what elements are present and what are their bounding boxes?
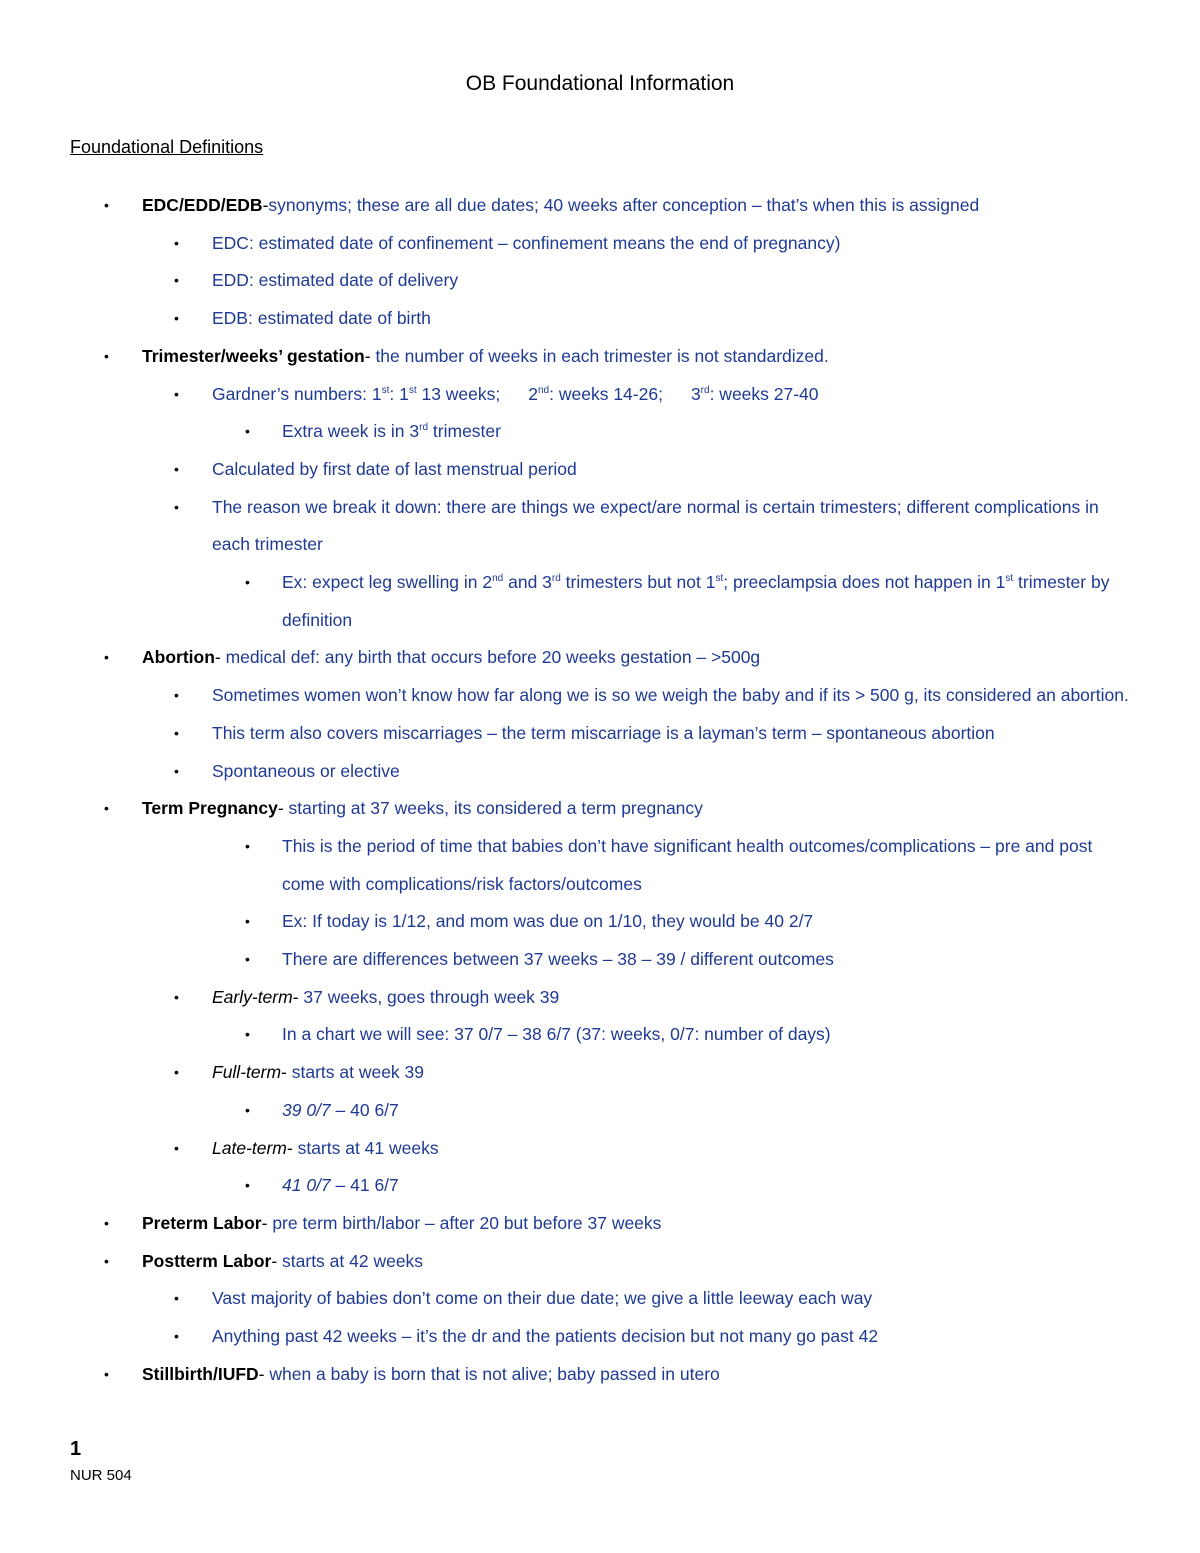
- list-item: [0, 979, 1200, 1017]
- term-label: Trimester/weeks’ gestation: [142, 345, 365, 366]
- list-item: [0, 1054, 1200, 1092]
- bullet-icon: •: [174, 498, 179, 515]
- bullet-icon: •: [174, 687, 179, 704]
- bullet-icon: •: [174, 1139, 179, 1156]
- bullet-icon: •: [245, 1177, 250, 1194]
- superscript: rd: [700, 384, 710, 396]
- definition-text: 37 weeks, goes through week 39: [298, 986, 560, 1007]
- definition-text: starts at 41 weeks: [292, 1137, 439, 1158]
- list-item: [0, 187, 1200, 225]
- list-item: [0, 828, 1200, 903]
- term-separator: -: [364, 345, 371, 366]
- list-item: [0, 1130, 1200, 1168]
- list-item: [0, 262, 1200, 300]
- note-text-part: and 3: [503, 572, 552, 593]
- note-text: The reason we break it down: there are things we expect/are normal is certain trimesters; different complications in each trimester: [212, 496, 1099, 555]
- bullet-icon: •: [245, 951, 250, 968]
- note-text-part: Extra week is in 3: [282, 421, 420, 442]
- superscript: st: [1005, 573, 1014, 585]
- bullet-icon: •: [174, 724, 179, 741]
- list-item: [0, 677, 1200, 715]
- bullet-icon: •: [174, 385, 179, 402]
- bullet-icon: •: [104, 347, 109, 364]
- list-item: [0, 1092, 1200, 1130]
- note-text: Ex: If today is 1/12, and mom was due on 1/10, they would be 40 2/7: [282, 911, 814, 932]
- note-text-part: 3: [690, 383, 701, 404]
- term-separator: -: [277, 798, 284, 819]
- course-label: NUR 504: [70, 1467, 132, 1484]
- note-text: Spontaneous or elective: [212, 760, 400, 781]
- note-text: This is the period of time that babies don’t have significant health outcomes/complications – pre and post come with complications/risk factors/outcomes: [282, 835, 1093, 894]
- document-title: OB Foundational Information: [465, 72, 735, 95]
- bullet-icon: •: [174, 988, 179, 1005]
- list-item: [0, 413, 1200, 451]
- note-text-part: 13 weeks;: [416, 383, 501, 404]
- superscript: st: [715, 573, 724, 585]
- term-separator: -: [286, 1137, 293, 1158]
- definition-text: the number of weeks in each trimester is not standardized.: [370, 345, 829, 366]
- note-text: – 41 6/7: [330, 1175, 399, 1196]
- term-label: Preterm Labor: [142, 1212, 262, 1233]
- term-label: EDC/EDD/EDB: [142, 195, 263, 215]
- bullet-icon: •: [104, 649, 109, 666]
- note-text-part: trimester: [428, 421, 501, 442]
- note-text: EDC: estimated date of confinement – confinement means the end of pregnancy): [212, 232, 841, 253]
- term-label: Stillbirth/IUFD: [142, 1363, 259, 1384]
- list-item: [0, 790, 1200, 828]
- definition-text: when a baby is born that is not alive; baby passed in utero: [264, 1363, 720, 1384]
- note-text: Anything past 42 weeks – it’s the dr and the patients decision but not many go past 42: [212, 1326, 879, 1347]
- bullet-icon: •: [174, 460, 179, 477]
- list-item: [0, 1318, 1200, 1356]
- section-heading: Foundational Definitions: [70, 137, 264, 157]
- superscript: rd: [419, 422, 429, 434]
- list-item: [0, 715, 1200, 753]
- bullet-icon: •: [245, 837, 250, 854]
- note-text: EDB: estimated date of birth: [212, 308, 431, 329]
- list-item: [0, 1016, 1200, 1054]
- note-text: EDD: estimated date of delivery: [212, 270, 459, 291]
- list-item: [0, 338, 1200, 376]
- note-text: Vast majority of babies don’t come on their due date; we give a little leeway each way: [212, 1288, 873, 1309]
- note-text: Sometimes women won’t know how far along we is so we weigh the baby and if its > 500 g, its considered an abortion.: [212, 685, 1129, 706]
- list-item: [0, 489, 1200, 564]
- list-item: [0, 564, 1200, 639]
- note-text: Calculated by first date of last menstrual period: [212, 458, 577, 479]
- list-item: [0, 376, 1200, 414]
- bullet-icon: •: [245, 913, 250, 930]
- superscript: st: [381, 384, 390, 396]
- bullet-icon: •: [174, 1328, 179, 1345]
- note-text-part: : weeks 14-26;: [549, 383, 663, 404]
- subterm-label: Full-term: [212, 1062, 282, 1083]
- term-separator: -: [271, 1250, 278, 1271]
- term-separator: -: [292, 986, 299, 1007]
- bullet-icon: •: [174, 272, 179, 289]
- bullet-icon: •: [245, 574, 250, 591]
- list-item: [0, 1205, 1200, 1243]
- term-separator: -: [258, 1363, 265, 1384]
- note-text-part: : weeks 27-40: [709, 383, 819, 404]
- superscript: rd: [551, 573, 561, 585]
- list-item: [0, 941, 1200, 979]
- note-text-part: 2: [528, 383, 538, 404]
- term-separator: -: [281, 1062, 287, 1083]
- definition-text: medical def: any birth that occurs before 20 weeks gestation – >500g: [220, 647, 761, 668]
- definition-text: starts at 42 weeks: [277, 1250, 424, 1271]
- subterm-label: Late-term: [212, 1137, 287, 1158]
- note-text: This term also covers miscarriages – the term miscarriage is a layman’s term – spontaneous abortion: [212, 722, 995, 743]
- bullet-icon: •: [104, 1252, 109, 1269]
- superscript: nd: [538, 384, 550, 396]
- list-item: [0, 639, 1200, 677]
- definition-text: starting at 37 weeks, its considered a term pregnancy: [283, 798, 703, 819]
- subterm-label: Early-term: [212, 986, 293, 1007]
- note-text-part: ; preeclampsia does not happen in 1: [723, 572, 1006, 593]
- note-text-part: Gardner’s numbers: 1: [212, 383, 382, 404]
- note-text-part: trimesters but not 1: [560, 572, 716, 593]
- definitions-list: [0, 187, 1200, 1394]
- bullet-icon: •: [245, 423, 250, 440]
- definition-text: pre term birth/labor – after 20 but before 37 weeks: [267, 1212, 662, 1233]
- list-item: [0, 225, 1200, 263]
- term-separator: -: [214, 647, 221, 668]
- note-text: – 40 6/7: [330, 1099, 399, 1120]
- bullet-icon: •: [104, 1365, 109, 1382]
- definition-text: synonyms; these are all due dates; 40 weeks after conception – that’s when this is assigned: [268, 195, 980, 215]
- superscript: st: [408, 384, 417, 396]
- note-text: In a chart we will see: 37 0/7 – 38 6/7 (37: weeks, 0/7: number of days): [282, 1024, 831, 1045]
- italic-range: 41 0/7: [282, 1175, 331, 1196]
- list-item: [0, 1243, 1200, 1281]
- bullet-icon: •: [174, 1064, 179, 1081]
- bullet-icon: •: [174, 310, 179, 327]
- page-number: 1: [70, 1438, 82, 1460]
- note-text-part: Ex: expect leg swelling in 2: [282, 572, 493, 593]
- superscript: nd: [492, 573, 504, 585]
- definition-text: starts at week 39: [286, 1062, 425, 1083]
- bullet-icon: •: [174, 762, 179, 779]
- bullet-icon: •: [104, 800, 109, 817]
- bullet-icon: •: [104, 1214, 109, 1231]
- list-item: [0, 300, 1200, 338]
- list-item: [0, 1356, 1200, 1394]
- list-item: [0, 1167, 1200, 1205]
- term-label: Postterm Labor: [142, 1250, 272, 1271]
- note-text-part: : 1: [389, 383, 409, 404]
- bullet-icon: •: [104, 197, 109, 213]
- term-separator: -: [262, 195, 269, 215]
- list-item: [0, 1280, 1200, 1318]
- bullet-icon: •: [174, 1290, 179, 1307]
- term-label: Term Pregnancy: [142, 798, 278, 819]
- italic-range: 39 0/7: [282, 1099, 331, 1120]
- term-label: Abortion: [142, 647, 215, 668]
- list-item: [0, 753, 1200, 791]
- term-separator: -: [261, 1212, 268, 1233]
- note-text: There are differences between 37 weeks – 38 – 39 / different outcomes: [282, 949, 834, 970]
- list-item: [0, 903, 1200, 941]
- bullet-icon: •: [245, 1026, 250, 1043]
- bullet-icon: •: [174, 234, 179, 251]
- bullet-icon: •: [245, 1101, 250, 1118]
- note-text-part: trimester by definition: [282, 572, 1110, 630]
- list-item: [0, 451, 1200, 489]
